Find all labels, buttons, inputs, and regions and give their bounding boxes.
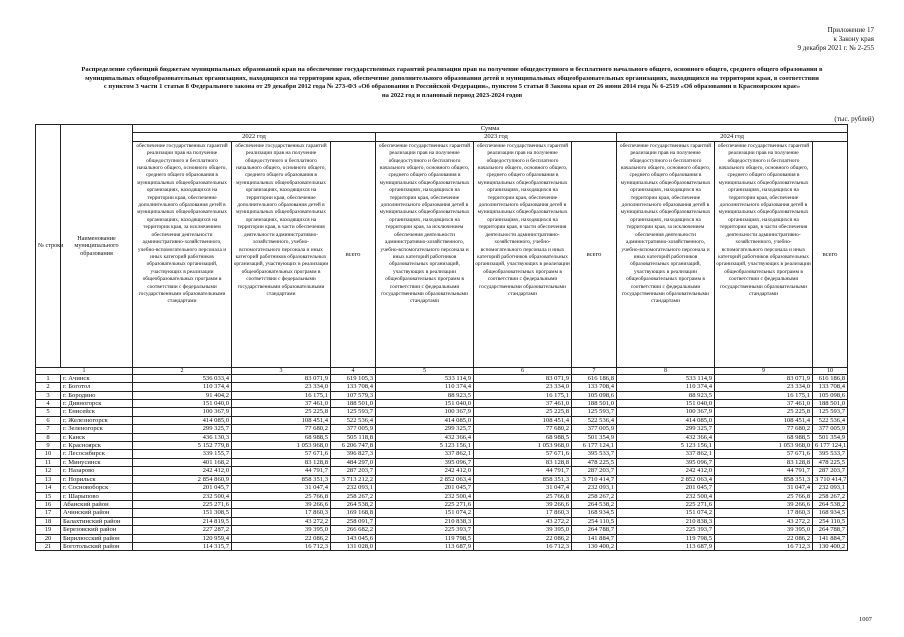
- amount-cell: 31 047,4: [474, 484, 572, 492]
- row-number-cell: 20: [36, 534, 61, 542]
- amount-cell: 6 177 124,1: [813, 442, 848, 450]
- amount-cell: 130 400,2: [572, 542, 617, 550]
- amount-cell: 339 155,7: [133, 450, 232, 458]
- amount-cell: 225 393,7: [376, 526, 474, 534]
- amount-cell: 119 798,5: [376, 534, 474, 542]
- amount-cell: 188 501,0: [813, 400, 848, 408]
- subsidy-table: [35, 124, 848, 551]
- amount-cell: 258 091,7: [331, 517, 376, 525]
- amount-cell: 68 988,5: [232, 433, 331, 441]
- amount-cell: 266 682,2: [331, 526, 376, 534]
- amount-cell: 57 671,6: [474, 450, 572, 458]
- column-number: 6: [474, 367, 572, 374]
- amount-cell: 39 395,0: [715, 526, 813, 534]
- row-number-cell: 16: [36, 500, 61, 508]
- amount-cell: 133 708,4: [813, 383, 848, 391]
- amount-cell: 133 708,4: [572, 383, 617, 391]
- amount-cell: 242 412,0: [617, 467, 715, 475]
- amount-cell: 619 105,3: [331, 374, 376, 382]
- table-row: [36, 458, 848, 466]
- header-desc-a-2024: обеспечение государственных гарантий реализации прав на получение общедоступного и бесплатного начального общего, основного общего, среднего общего образования в муниципальных общеобразовательных организациях, находящихся на территории края, обеспечение дополнительного образования детей в муниципальных общеобразовательных организациях, находящихся на территории края, за исключением обеспечения деятельности административно-хозяйственного, учебно-вспомогательного персонала и иных категорий работников образовательных организаций, участвующих в реализации общеобразовательных программ в соответствии с федеральными государственными образовательными стандартами: [617, 141, 715, 367]
- header-total-2022: всего: [331, 141, 376, 367]
- amount-cell: 395 096,7: [617, 458, 715, 466]
- amount-cell: 299 325,7: [376, 425, 474, 433]
- amount-cell: 377 005,9: [813, 425, 848, 433]
- amount-cell: 25 766,8: [474, 492, 572, 500]
- amount-cell: 232 093,1: [331, 484, 376, 492]
- amount-cell: 119 798,5: [617, 534, 715, 542]
- column-number: 4: [331, 367, 376, 374]
- amount-cell: 133 708,4: [331, 383, 376, 391]
- row-number-cell: 7: [36, 425, 61, 433]
- amount-cell: 2 852 063,4: [376, 475, 474, 483]
- amount-cell: 105 098,6: [813, 391, 848, 399]
- amount-cell: 169 168,8: [331, 509, 376, 517]
- amount-cell: 258 267,2: [813, 492, 848, 500]
- amount-cell: 287 203,7: [331, 467, 376, 475]
- row-number-cell: 12: [36, 467, 61, 475]
- amount-cell: 17 860,3: [474, 509, 572, 517]
- amount-cell: 100 367,9: [617, 408, 715, 416]
- column-number: 8: [617, 367, 715, 374]
- amount-cell: 43 272,2: [715, 517, 813, 525]
- amount-cell: 401 168,2: [133, 458, 232, 466]
- amount-cell: 168 934,5: [572, 509, 617, 517]
- amount-cell: 414 085,0: [617, 416, 715, 424]
- table-row: [36, 492, 848, 500]
- table-row: [36, 408, 848, 416]
- amount-cell: 377 005,9: [572, 425, 617, 433]
- amount-cell: 83 128,8: [232, 458, 331, 466]
- amount-cell: 37 461,0: [474, 400, 572, 408]
- table-row: [36, 542, 848, 550]
- amount-cell: 16 175,1: [715, 391, 813, 399]
- amount-cell: 299 325,7: [617, 425, 715, 433]
- amount-cell: 108 451,4: [715, 416, 813, 424]
- amount-cell: 151 308,5: [133, 509, 232, 517]
- row-number-cell: 9: [36, 442, 61, 450]
- column-number: 10: [813, 367, 848, 374]
- municipality-name-cell: г. Норильск: [61, 475, 133, 483]
- amount-cell: 2 854 860,9: [133, 475, 232, 483]
- amount-cell: 16 175,1: [474, 391, 572, 399]
- amount-cell: 44 791,7: [715, 467, 813, 475]
- amount-cell: 83 071,9: [474, 374, 572, 382]
- amount-cell: 210 838,3: [376, 517, 474, 525]
- amount-cell: 23 334,0: [232, 383, 331, 391]
- amount-cell: 337 862,1: [617, 450, 715, 458]
- amount-cell: 6 177 124,1: [572, 442, 617, 450]
- amount-cell: 377 005,9: [331, 425, 376, 433]
- row-number-cell: 14: [36, 484, 61, 492]
- amount-cell: 22 086,2: [232, 534, 331, 542]
- amount-cell: 39 395,0: [232, 526, 331, 534]
- municipality-name-cell: г. Дивногорск: [61, 400, 133, 408]
- amount-cell: 616 186,8: [572, 374, 617, 382]
- amount-cell: 214 819,5: [133, 517, 232, 525]
- appendix-line-1: Приложение 17: [827, 26, 874, 34]
- amount-cell: 242 412,0: [376, 467, 474, 475]
- amount-cell: 533 114,9: [617, 374, 715, 382]
- amount-cell: 522 536,4: [572, 416, 617, 424]
- row-number-cell: 8: [36, 433, 61, 441]
- amount-cell: 44 791,7: [232, 467, 331, 475]
- amount-cell: 25 766,8: [715, 492, 813, 500]
- amount-cell: 414 085,0: [376, 416, 474, 424]
- amount-cell: 131 028,0: [331, 542, 376, 550]
- table-row: [36, 425, 848, 433]
- amount-cell: 201 045,7: [133, 484, 232, 492]
- amount-cell: 77 680,2: [715, 425, 813, 433]
- row-number-cell: 17: [36, 509, 61, 517]
- amount-cell: 287 203,7: [813, 467, 848, 475]
- header-desc-b-2024: обеспечение государственных гарантий реализации прав на получение общедоступного и бесплатного начального общего, основного общего, среднего общего образования в муниципальных общеобразовательных организациях, находящихся на территории края, обеспечение дополнительного образования детей в муниципальных общеобразовательных организациях, находящихся на территории края, в части обеспечения деятельности административно-хозяйственного, учебно-вспомогательного персонала и иных категорий работников образовательных организаций, участвующих в реализации общеобразовательных программ в соответствии с федеральными государственными образовательными стандартами: [715, 141, 813, 367]
- row-number-cell: 3: [36, 391, 61, 399]
- header-year-2023: 2023 год: [376, 133, 617, 141]
- amount-cell: 6 206 747,8: [331, 442, 376, 450]
- unit-label: (тыс. рублей): [834, 115, 874, 123]
- row-number-cell: 6: [36, 416, 61, 424]
- amount-cell: 22 086,2: [474, 534, 572, 542]
- amount-cell: 23 334,0: [715, 383, 813, 391]
- row-number-cell: 2: [36, 383, 61, 391]
- amount-cell: 1 053 968,0: [474, 442, 572, 450]
- column-number-row: [36, 367, 848, 374]
- column-number: 9: [715, 367, 813, 374]
- header-municipality-name: Наименование муниципального образования: [61, 125, 133, 368]
- amount-cell: 1 053 968,0: [232, 442, 331, 450]
- amount-cell: 436 130,3: [133, 433, 232, 441]
- amount-cell: 125 593,7: [572, 408, 617, 416]
- amount-cell: 858 351,3: [232, 475, 331, 483]
- amount-cell: 120 959,4: [133, 534, 232, 542]
- amount-cell: 31 047,4: [715, 484, 813, 492]
- header-desc-a-2023: обеспечение государственных гарантий реализации прав на получение общедоступного и бесплатного начального общего, основного общего, среднего общего образования в муниципальных общеобразовательных организациях, находящихся на территории края, обеспечение дополнительного образования детей в муниципальных общеобразовательных организациях, находящихся на территории края, за исключением обеспечения деятельности административно-хозяйственного, учебно-вспомогательного персонала и иных категорий работников образовательных организаций, участвующих в реализации общеобразовательных программ в соответствии с федеральными государственными образовательными стандартами: [376, 141, 474, 367]
- amount-cell: 501 354,9: [813, 433, 848, 441]
- amount-cell: 858 351,3: [715, 475, 813, 483]
- amount-cell: 31 047,4: [232, 484, 331, 492]
- amount-cell: 114 315,7: [133, 542, 232, 550]
- amount-cell: 25 225,8: [474, 408, 572, 416]
- amount-cell: 88 923,5: [376, 391, 474, 399]
- municipality-name-cell: г. Железногорск: [61, 416, 133, 424]
- amount-cell: 68 988,5: [474, 433, 572, 441]
- amount-cell: 17 860,3: [232, 509, 331, 517]
- amount-cell: 68 988,5: [715, 433, 813, 441]
- amount-cell: 242 412,0: [133, 467, 232, 475]
- amount-cell: 16 712,3: [474, 542, 572, 550]
- table-row: [36, 383, 848, 391]
- appendix-line-2: к Закону края: [833, 35, 874, 43]
- amount-cell: 88 923,5: [617, 391, 715, 399]
- header-sum: Сумма: [133, 125, 848, 133]
- row-number-cell: 4: [36, 400, 61, 408]
- amount-cell: 432 366,4: [617, 433, 715, 441]
- amount-cell: 105 098,6: [572, 391, 617, 399]
- amount-cell: 83 071,9: [715, 374, 813, 382]
- table-row: [36, 467, 848, 475]
- amount-cell: 264 788,7: [572, 526, 617, 534]
- column-number: 1: [36, 367, 133, 374]
- municipality-name-cell: г. Лесосибирск: [61, 450, 133, 458]
- amount-cell: 110 374,4: [133, 383, 232, 391]
- amount-cell: 151 074,2: [376, 509, 474, 517]
- amount-cell: 141 884,7: [813, 534, 848, 542]
- table-row: [36, 433, 848, 441]
- amount-cell: 83 128,8: [474, 458, 572, 466]
- amount-cell: 505 118,8: [331, 433, 376, 441]
- amount-cell: 39 395,0: [474, 526, 572, 534]
- amount-cell: 264 538,2: [572, 500, 617, 508]
- amount-cell: 57 671,6: [715, 450, 813, 458]
- amount-cell: 17 860,3: [715, 509, 813, 517]
- amount-cell: 130 400,2: [813, 542, 848, 550]
- amount-cell: 264 538,2: [813, 500, 848, 508]
- row-number-cell: 11: [36, 458, 61, 466]
- amount-cell: 258 267,2: [331, 492, 376, 500]
- column-number: 2: [133, 367, 232, 374]
- amount-cell: 39 266,6: [232, 500, 331, 508]
- header-year-2024: 2024 год: [617, 133, 848, 141]
- municipality-name-cell: г. Сосновоборск: [61, 484, 133, 492]
- amount-cell: 3 710 414,7: [572, 475, 617, 483]
- municipality-name-cell: г. Зеленогорск: [61, 425, 133, 433]
- table-row: [36, 400, 848, 408]
- municipality-name-cell: г. Красноярск: [61, 442, 133, 450]
- column-number: 7: [572, 367, 617, 374]
- amount-cell: 25 766,8: [232, 492, 331, 500]
- amount-cell: 188 501,0: [331, 400, 376, 408]
- municipality-name-cell: г. Ачинск: [61, 374, 133, 382]
- amount-cell: 108 451,4: [232, 416, 331, 424]
- title-line-2: муниципальных общеобразовательных организациях, находящихся на территории края, обеспечение дополнительного образования детей в муниципальных общеобразовательных организациях, находящихся на территории края, в соответствии: [85, 74, 819, 82]
- amount-cell: 3 713 212,2: [331, 475, 376, 483]
- amount-cell: 201 045,7: [376, 484, 474, 492]
- amount-cell: 395 533,7: [572, 450, 617, 458]
- title-line-3: с пунктом 3 части 1 статьи 8 Федерального закона от 29 декабря 2012 года № 273-ФЗ «Об образовании в Российской Федерации», пунктом 5 статьи 8 Закона края от 26 июня 2014 года № 6-2519 «Об образовании в Красноярском крае»: [103, 83, 801, 91]
- municipality-name-cell: г. Назарово: [61, 467, 133, 475]
- row-number-cell: 1: [36, 374, 61, 382]
- amount-cell: 77 680,2: [474, 425, 572, 433]
- header-desc-a-2022: обеспечение государственных гарантий реализации прав на получение общедоступного и бесплатного начального общего, основного общего, среднего общего образования в муниципальных общеобразовательных организациях, находящихся на территории края, обеспечение дополнительного образования детей в муниципальных общеобразовательных организациях, находящихся на территории края, за исключением обеспечения деятельности административно-хозяйственного, учебно-вспомогательного персонала и иных категорий работников образовательных организаций, участвующих в реализации общеобразовательных программ в соответствии с федеральными государственными образовательными стандартами: [133, 141, 232, 367]
- amount-cell: 151 040,0: [617, 400, 715, 408]
- amount-cell: 22 086,2: [715, 534, 813, 542]
- amount-cell: 37 461,0: [232, 400, 331, 408]
- amount-cell: 414 085,0: [133, 416, 232, 424]
- amount-cell: 113 687,9: [617, 542, 715, 550]
- row-number-cell: 13: [36, 475, 61, 483]
- amount-cell: 83 071,9: [232, 374, 331, 382]
- table-row: [36, 450, 848, 458]
- table-row: [36, 442, 848, 450]
- amount-cell: 151 040,0: [376, 400, 474, 408]
- row-number-cell: 15: [36, 492, 61, 500]
- amount-cell: 858 351,3: [474, 475, 572, 483]
- municipality-name-cell: г. Бородино: [61, 391, 133, 399]
- amount-cell: 43 272,2: [474, 517, 572, 525]
- amount-cell: 16 712,3: [232, 542, 331, 550]
- amount-cell: 533 114,9: [376, 374, 474, 382]
- amount-cell: 141 884,7: [572, 534, 617, 542]
- amount-cell: 39 266,6: [715, 500, 813, 508]
- appendix-header: [674, 26, 874, 53]
- amount-cell: 5 123 156,1: [617, 442, 715, 450]
- amount-cell: 39 266,6: [474, 500, 572, 508]
- table-row: [36, 416, 848, 424]
- amount-cell: 37 461,0: [715, 400, 813, 408]
- municipality-name-cell: Боготольский район: [61, 542, 133, 550]
- amount-cell: 225 393,7: [617, 526, 715, 534]
- municipality-name-cell: Балахтинский район: [61, 517, 133, 525]
- table-row: [36, 534, 848, 542]
- table-row: [36, 374, 848, 382]
- header-row-number: № строки: [36, 125, 61, 368]
- header-total-2023: всего: [572, 141, 617, 367]
- amount-cell: 91 404,2: [133, 391, 232, 399]
- amount-cell: 432 366,4: [376, 433, 474, 441]
- amount-cell: 522 536,4: [331, 416, 376, 424]
- amount-cell: 25 225,8: [715, 408, 813, 416]
- amount-cell: 151 074,2: [617, 509, 715, 517]
- table-row: [36, 391, 848, 399]
- title-line-4: на 2022 год и плановый период 2023-2024 годов: [381, 91, 523, 99]
- municipality-name-cell: Ачинский район: [61, 509, 133, 517]
- municipality-name-cell: г. Минусинск: [61, 458, 133, 466]
- amount-cell: 43 272,2: [232, 517, 331, 525]
- table-row: [36, 509, 848, 517]
- amount-cell: 83 128,8: [715, 458, 813, 466]
- municipality-name-cell: Березовский район: [61, 526, 133, 534]
- amount-cell: 395 533,7: [813, 450, 848, 458]
- amount-cell: 110 374,4: [376, 383, 474, 391]
- table-row: [36, 484, 848, 492]
- amount-cell: 210 838,3: [617, 517, 715, 525]
- page-number: 1007: [859, 616, 872, 623]
- amount-cell: 143 045,6: [331, 534, 376, 542]
- amount-cell: 125 593,7: [813, 408, 848, 416]
- header-total-2024: всего: [813, 141, 848, 367]
- amount-cell: 23 334,0: [474, 383, 572, 391]
- row-number-cell: 19: [36, 526, 61, 534]
- title-line-1: Распределение субвенций бюджетам муниципальных образований края на обеспечение государственных гарантий реализации прав на получение общедоступного и бесплатного начального общего, основного общего, среднего общего образования в: [81, 66, 823, 73]
- row-number-cell: 5: [36, 408, 61, 416]
- appendix-line-3: 9 декабря 2021 г. № 2-255: [797, 44, 874, 52]
- municipality-name-cell: г. Боготол: [61, 383, 133, 391]
- amount-cell: 478 225,5: [572, 458, 617, 466]
- municipality-name-cell: г. Шарыпово: [61, 492, 133, 500]
- amount-cell: 1 053 968,0: [715, 442, 813, 450]
- amount-cell: 225 271,6: [617, 500, 715, 508]
- amount-cell: 107 579,3: [331, 391, 376, 399]
- amount-cell: 232 500,4: [133, 492, 232, 500]
- amount-cell: 299 325,7: [133, 425, 232, 433]
- header-desc-b-2022: обеспечение государственных гарантий реализации прав на получение общедоступного и бесплатного начального общего, основного общего, среднего общего образования в муниципальных общеобразовательных организациях, находящихся на территории края, обеспечение дополнительного образования детей в муниципальных общеобразовательных организациях, находящихся на территории края, в части обеспечения деятельности административно-хозяйственного, учебно-вспомогательного персонала и иных категорий работников образовательных организаций, участвующих в реализации общеобразовательных программ в соответствии с федеральными государственными образовательными стандартами: [232, 141, 331, 367]
- table-row: [36, 500, 848, 508]
- amount-cell: 616 186,8: [813, 374, 848, 382]
- amount-cell: 287 203,7: [572, 467, 617, 475]
- amount-cell: 264 788,7: [813, 526, 848, 534]
- header-year-2022: 2022 год: [133, 133, 376, 141]
- amount-cell: 264 538,2: [331, 500, 376, 508]
- amount-cell: 125 593,7: [331, 408, 376, 416]
- amount-cell: 188 501,0: [572, 400, 617, 408]
- amount-cell: 44 791,7: [474, 467, 572, 475]
- amount-cell: 25 225,8: [232, 408, 331, 416]
- amount-cell: 395 096,7: [376, 458, 474, 466]
- amount-cell: 227 287,2: [133, 526, 232, 534]
- amount-cell: 110 374,4: [617, 383, 715, 391]
- table-body: [36, 374, 848, 551]
- municipality-name-cell: Бирилюсский район: [61, 534, 133, 542]
- amount-cell: 151 040,0: [133, 400, 232, 408]
- amount-cell: 2 852 063,4: [617, 475, 715, 483]
- amount-cell: 57 671,6: [232, 450, 331, 458]
- amount-cell: 536 033,4: [133, 374, 232, 382]
- amount-cell: 254 110,5: [572, 517, 617, 525]
- row-number-cell: 18: [36, 517, 61, 525]
- amount-cell: 16 712,3: [715, 542, 813, 550]
- table-row: [36, 475, 848, 483]
- amount-cell: 100 367,9: [133, 408, 232, 416]
- amount-cell: 478 225,5: [813, 458, 848, 466]
- amount-cell: 232 093,1: [813, 484, 848, 492]
- amount-cell: 16 175,1: [232, 391, 331, 399]
- amount-cell: 258 267,2: [572, 492, 617, 500]
- amount-cell: 337 862,1: [376, 450, 474, 458]
- table-row: [36, 526, 848, 534]
- amount-cell: 113 687,9: [376, 542, 474, 550]
- amount-cell: 254 110,5: [813, 517, 848, 525]
- amount-cell: 5 152 779,8: [133, 442, 232, 450]
- amount-cell: 232 500,4: [617, 492, 715, 500]
- amount-cell: 232 093,1: [572, 484, 617, 492]
- row-number-cell: 10: [36, 450, 61, 458]
- amount-cell: 225 271,6: [133, 500, 232, 508]
- amount-cell: 522 536,4: [813, 416, 848, 424]
- amount-cell: 201 045,7: [617, 484, 715, 492]
- amount-cell: 501 354,9: [572, 433, 617, 441]
- amount-cell: 5 123 156,1: [376, 442, 474, 450]
- amount-cell: 168 934,5: [813, 509, 848, 517]
- header-desc-b-2023: обеспечение государственных гарантий реализации прав на получение общедоступного и бесплатного начального общего, основного общего, среднего общего образования в муниципальных общеобразовательных организациях, находящихся на территории края, обеспечение дополнительного образования детей в муниципальных общеобразовательных организациях, находящихся на территории края, в части обеспечения деятельности административно-хозяйственного, учебно-вспомогательного персонала и иных категорий работников образовательных организаций, участвующих в реализации общеобразовательных программ в соответствии с федеральными государственными образовательными стандартами: [474, 141, 572, 367]
- amount-cell: 77 680,2: [232, 425, 331, 433]
- table-row: [36, 517, 848, 525]
- amount-cell: 108 451,4: [474, 416, 572, 424]
- municipality-name-cell: г. Канск: [61, 433, 133, 441]
- row-number-cell: 21: [36, 542, 61, 550]
- column-number: 3: [232, 367, 331, 374]
- document-title: [30, 66, 874, 100]
- amount-cell: 3 710 414,7: [813, 475, 848, 483]
- amount-cell: 100 367,9: [376, 408, 474, 416]
- amount-cell: 232 500,4: [376, 492, 474, 500]
- municipality-name-cell: г. Енисейск: [61, 408, 133, 416]
- municipality-name-cell: Абанский район: [61, 500, 133, 508]
- amount-cell: 225 271,6: [376, 500, 474, 508]
- amount-cell: 396 827,3: [331, 450, 376, 458]
- amount-cell: 484 297,0: [331, 458, 376, 466]
- column-number: 5: [376, 367, 474, 374]
